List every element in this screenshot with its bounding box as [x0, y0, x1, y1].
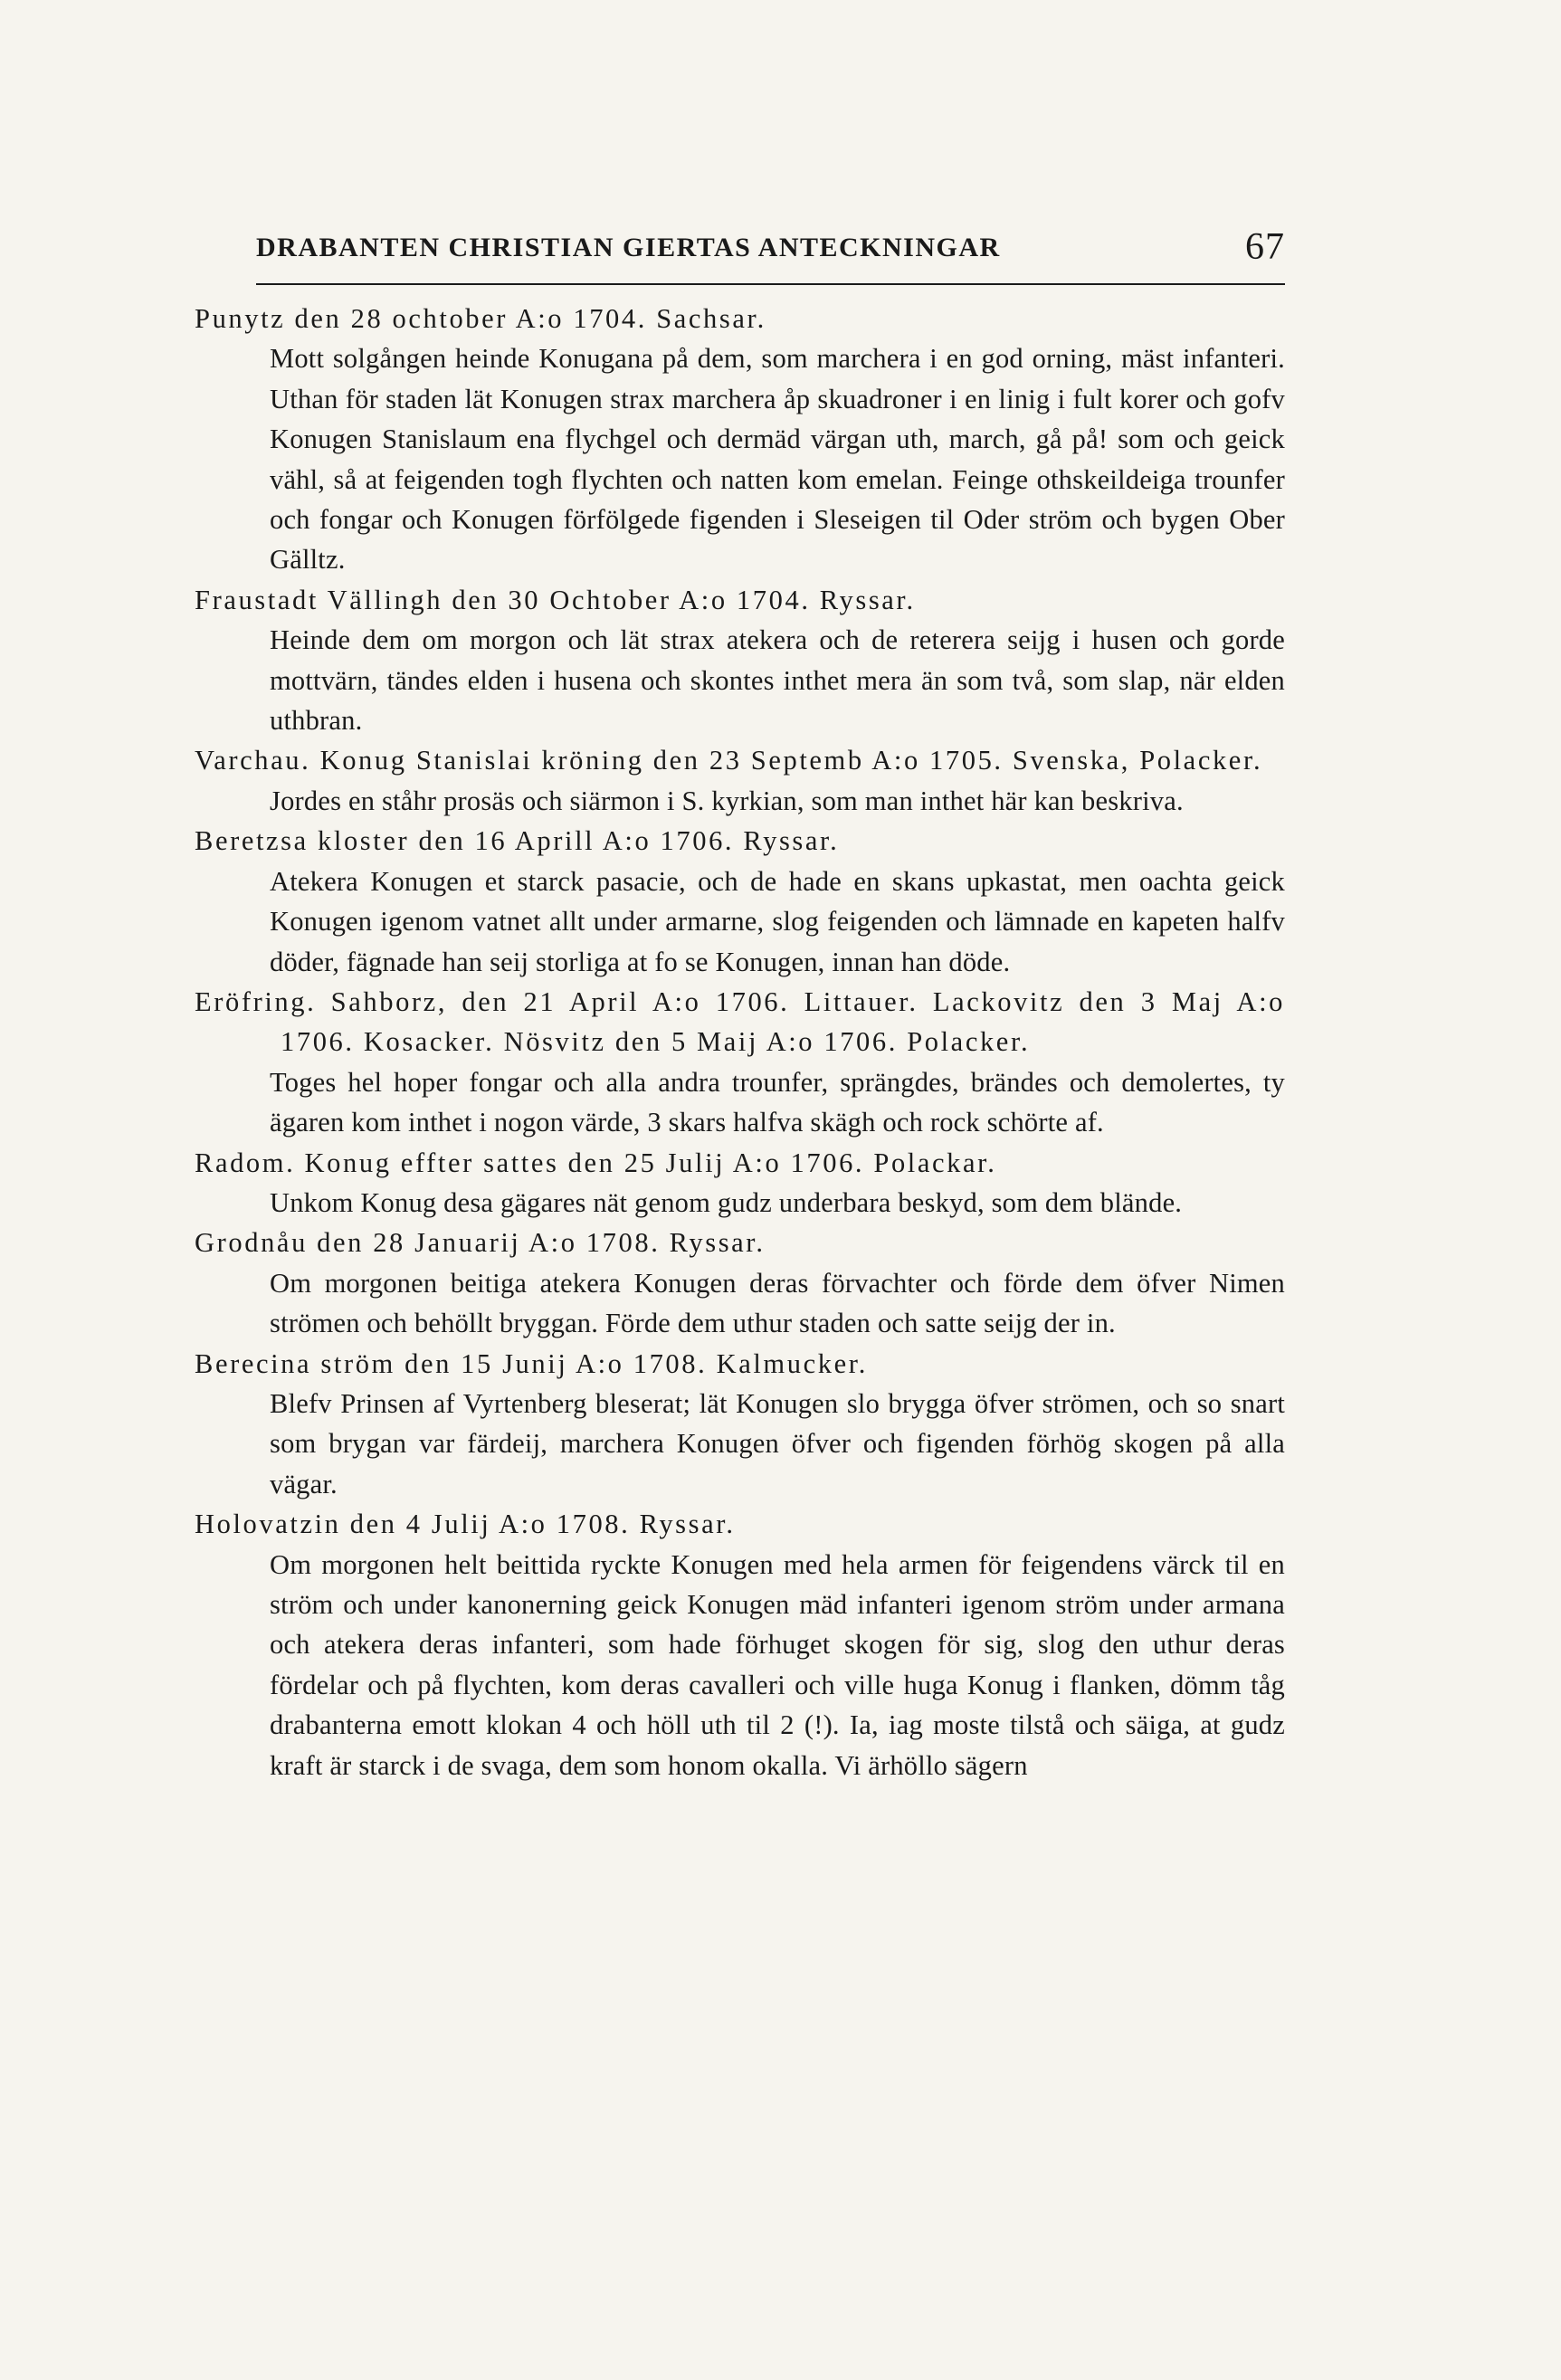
entry-text: Mott solgången heinde Konugana på dem, som marchera i en god orning, mäst infanteri. Uthan för staden lät Konugen strax marchera åp skuadroner i en linig i fult korer och gofv Konugen Stanislaum ena flychgel och dermäd värgan uth, march, gå på! som och geick vähl, så at feigenden togh flychten och natten kom emelan. Feinge othskeildeiga trounfer och fongar och Konugen förfölgede figenden i Sleseigen til Oder ström och bygen Ober Gälltz.	[270, 343, 1285, 576]
header-rule	[256, 283, 1285, 285]
entry-text: Jordes en ståhr prosäs och siärmon i S. kyrkian, som man inthet här kan beskriva.	[270, 785, 1184, 816]
entry-text: Atekera Konugen et starck pasacie, och de hade en skans upkastat, men oachta geick Konugen igenom vatnet allt under armarne, slog feigenden och lämnade en kapeten halfv döder, fägnade han seij storliga at fo se Konugen, innan han döde.	[270, 865, 1285, 977]
entry-text: Om morgonen beitiga atekera Konugen deras förvachter och förde dem öfver Nimen strömen och behöllt bryggan. Förde dem uthur staden och satte seijg der in.	[270, 1267, 1285, 1339]
entry-heading: Punytz den 28 ochtober A:o 1704. Sachsar.	[195, 303, 766, 334]
entry-heading: Fraustadt Vällingh den 30 Ochtober A:o 1704. Ryssar.	[195, 584, 916, 615]
entry-text: Blefv Prinsen af Vyrtenberg bleserat; lät Konugen slo brygga öfver strömen, och so snart som brygan var färdeij, marchera Konugen öfver och figenden förhög skogen på alla vägar.	[270, 1387, 1285, 1499]
entry-text: Unkom Konug desa gägares nät genom gudz underbara beskyd, som dem blände.	[270, 1186, 1183, 1218]
entry-varchau	[195, 740, 1285, 821]
entry-punytz	[195, 299, 1285, 580]
running-title: DRABANTEN CHRISTIAN GIERTAS ANTECKNINGAR	[256, 233, 1001, 262]
entry-heading: Eröfring. Sahborz, den 21 April A:o 1706. Littauer. Lackovitz den 3 Maj A:o 1706. Kosacker. Nösvitz den 5 Maij A:o 1706. Polacker.	[195, 985, 1285, 1058]
entry-text: Om morgonen helt beittida ryckte Konugen med hela armen för feigendens värck til en ström och under kanonerning geick Konugen mäd infanteri igenom ström under armana och atekera deras infanteri, som hade förhuget skogen för sig, slog den uthur deras fördelar och på flychten, kom deras cavalleri och ville huga Konug i flanken, dömm tåg drabanterna emott klokan 4 och höll uth til 2 (!). Ia, iag moste tilstå och säiga, at gudz kraft är starck i de svaga, dem som honom okalla. Vi ärhöllo sägern	[270, 1548, 1285, 1781]
page-number: 67	[1245, 226, 1285, 268]
page-body	[195, 299, 1285, 1785]
entry-heading: Grodnåu den 28 Januarij A:o 1708. Ryssar.	[195, 1227, 766, 1259]
entry-grodnau	[195, 1223, 1285, 1343]
entry-text: Toges hel hoper fongar och alla andra trounfer, sprängdes, brändes och demolertes, ty ägaren kom inthet i nogon värde, 3 skars halfva skägh och rock schörte af.	[270, 1066, 1285, 1138]
entry-holovatzin	[195, 1504, 1285, 1785]
entry-fraustadt	[195, 580, 1285, 741]
entry-heading: Varchau. Konug Stanislai kröning den 23 Septemb A:o 1705. Svenska, Polacker.	[195, 745, 1263, 776]
entry-heading: Holovatzin den 4 Julij A:o 1708. Ryssar.	[195, 1509, 736, 1540]
entry-erofring	[195, 982, 1285, 1143]
entry-berecina	[195, 1344, 1285, 1505]
entry-heading: Berecina ström den 15 Junij A:o 1708. Kalmucker.	[195, 1347, 869, 1379]
book-page	[195, 0, 1285, 2380]
entry-text: Heinde dem om morgon och lät strax atekera och de reterera seijg i husen och gorde mottvärn, tändes elden i husena och skontes inthet mera än som två, som slap, när elden uthbran.	[270, 624, 1285, 737]
entry-heading: Beretzsa kloster den 16 Aprill A:o 1706. Ryssar.	[195, 825, 840, 857]
entry-radom	[195, 1143, 1285, 1223]
page-header	[195, 222, 1285, 276]
entry-beretzsa	[195, 821, 1285, 982]
entry-heading: Radom. Konug effter sattes den 25 Julij A:o 1706. Polackar.	[195, 1147, 997, 1178]
